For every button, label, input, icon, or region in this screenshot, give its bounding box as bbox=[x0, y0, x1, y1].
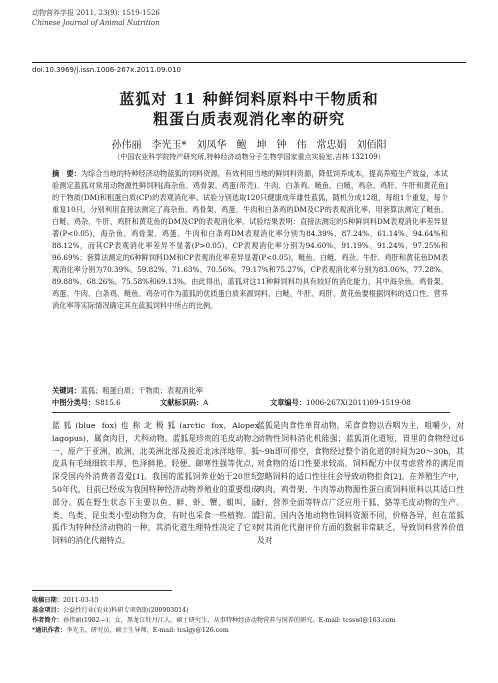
footnote-fund bbox=[32, 606, 472, 616]
paper-title-line-1: 蓝狐对 11 种鲜饲料原料中干物质和 bbox=[119, 90, 379, 108]
doi[interactable]: doi:10.3969/j.issn.1006-267x.2011.09.010 bbox=[32, 66, 182, 74]
journal-header bbox=[32, 8, 160, 28]
affiliation: （中国农业科学院特产研究所,特种经济动物分子生物学国家重点实验室,吉林 132109） bbox=[113, 153, 385, 161]
art-value: 1006-267X(2011)09-1519-08 bbox=[305, 398, 411, 407]
footnote-rule bbox=[32, 590, 172, 591]
fund-label: 基金项目： bbox=[32, 607, 63, 614]
corresponding-author: 李光玉，研究员，硕士生导师，E-mail: tcslgy@126.com bbox=[66, 627, 229, 634]
footnote-received bbox=[32, 596, 472, 606]
author-bio-label: 作者简介： bbox=[32, 617, 63, 624]
corresponding-label: *通讯作者： bbox=[32, 627, 67, 634]
body-column-left: 蓝狐(blue fox)也称北极狐(arctic fox, Alopex lagopus)，属食肉目，犬科动物。蓝狐是珍贵的毛皮动物之一，原产于亚洲、欧洲、北美洲北部及接近北冰洋地带。狐皮具有毛绒细软丰厚、色泽鲜艳、轻便、御寒性强等优点，深受国内外消费者喜爱[1]。我国的蓝狐饲养业始于20世纪50年代，目前已经成为我国特种经济动物养殖业的重要组成部分。狐在野生状态下主要以鱼、鲜、虾、蟹、蛆叫、鼠类、鸟类、昆虫类小型动物为食，有时也采食一些植物。蓝狐作为特种经济动物的一种，其消化道生理特性决定了它对饲料的消化代谢特点。 bbox=[52, 421, 259, 546]
section-rule bbox=[52, 412, 450, 413]
paper-title-line-2: 粗蛋白质表观消化率的研究 bbox=[152, 110, 345, 128]
journal-name-en: Chinese Journal of Animal Nutrition bbox=[32, 19, 160, 27]
keywords-text: 蓝狐；粗蛋白质；干物质；表观消化率 bbox=[80, 386, 203, 395]
doc-code bbox=[160, 398, 208, 408]
footnote-corresponding bbox=[32, 626, 472, 636]
footnotes bbox=[32, 596, 472, 636]
doc-label: 文献标识码： bbox=[160, 398, 204, 407]
abstract bbox=[52, 168, 448, 312]
received-date: 2011-03-15 bbox=[62, 597, 99, 604]
journal-name-cn: 动物营养学报 2011, 23(9): 1519-1526 bbox=[32, 9, 160, 17]
received-label: 收稿日期： bbox=[32, 597, 63, 604]
art-label: 文章编号： bbox=[270, 398, 306, 407]
footnote-author bbox=[32, 616, 472, 626]
doc-value: A bbox=[203, 398, 209, 407]
clc-number bbox=[52, 398, 121, 408]
author-list: 孙伟丽 李光玉* 刘凤华 鲍 坤 钟 伟 常忠娟 刘佰阳 bbox=[111, 140, 387, 151]
abstract-text: 为综合当地的特种经济动物蓝狐的饲料资源，有效利用当地的鲜饲料资源，降低饲养成本，提高养殖生产效益，本试验测定蓝狐对常用动物源性鲜饲料[海杂鱼、鸡骨架、鸡蛋(带壳)、牛肉、白条鸡、鲢鱼、白鲢、鸡杂、鸡肝、牛肝和黄花鱼]的干物质(DM)和粗蛋白质(CP)的表观消化率。试验分别选取120只健康成年雄性蓝狐，随机分成12组，每组1个重复，每个重复10只，分别利用直接法测定了海杂鱼、鸡骨架、鸡蛋、牛肉和白条鸡的DM及CP的表观消化率，用套算法测定了鲢鱼、白鲢、鸡杂、牛肝、鸡肝和黄花鱼的DM及CP的表观消化率。试验结果表明：直接法测定的5种鲜饲料DM表观消化率差异显著(P<0.05)，海杂鱼、鸡骨架、鸡蛋、牛肉和白条鸡DM表观消化率分别为84.39%、87.24%、61.14%、94.64%和88.12%，而其CP表观消化率差异不显著(P>0.05)，CP表观消化率分别为94.60%、91.19%、91.24%、97.25%和96.69%；套算法测定的6种鲜饲料DM和CP表观消化率差异显著(P<0.05)，鲢鱼、白鲢、鸡杂、牛肝、鸡肝和黄花鱼DM表观消化率分别为70.39%、59.82%、71.63%、70.56%、79.17%和75.27%，CP表观消化率分别为83.06%、77.28%、89.88%、68.26%、75.58%和69.13%。由此得出，蓝狐对这11种鲜饲料均具有较好的消化能力，其中海杂鱼、鸡骨架、鸡蛋、牛肉、白条鸡、鲢鱼、鸡杂可作为蓝狐的优质蛋白质来源饲料，白鲢、牛肝、鸡肝、黄花鱼要根据饲料的适口性、营养消化率等实际情况确定其在蓝狐饲料中所占的比例。 bbox=[52, 169, 448, 310]
clc-value: S815.6 bbox=[95, 398, 121, 407]
keywords bbox=[52, 386, 452, 396]
fund-text: 公益性行业(农业)科研专项资助(200903014) bbox=[62, 607, 189, 614]
clc-label: 中图分类号： bbox=[52, 398, 96, 407]
header-rule bbox=[32, 62, 466, 63]
body-column-right: 蓝狐是肉食性单胃动物，采食食物以吞咽为主，咀嚼少，对动物性饲料消化机能强；蓝狐消化道短，胃里的食物经过6～9h即可排空，食物经过整个消化道的时间为20～30h，其对食物的适口性要求较高，饲料配方中仅考虑营养的满足而忽略饲料的适口性往往会导致动物拒食[2]。在养殖生产中，鸡肉、鸡骨架、牛肉等动物源性蛋白质饲料原料以其适口性好、营养全面等特点广泛应用于狐、貉等毛皮动物的生产。目前，国内各地动物性饲料资源不同，价格各异，但在蓝狐对其消化代谢评价方面的数据非常缺乏，导致饲料营养价值及对 bbox=[257, 421, 464, 546]
article-number bbox=[270, 398, 411, 408]
keywords-label: 关键词： bbox=[52, 386, 81, 395]
abstract-label: 摘 要： bbox=[52, 169, 81, 178]
author-bio: 孙伟丽(1982—)，女，黑龙江牡丹江人，硕士研究生，从事特种经济动物营养与饲养的研究。E-mail: tcsswl@163.com bbox=[62, 617, 396, 624]
